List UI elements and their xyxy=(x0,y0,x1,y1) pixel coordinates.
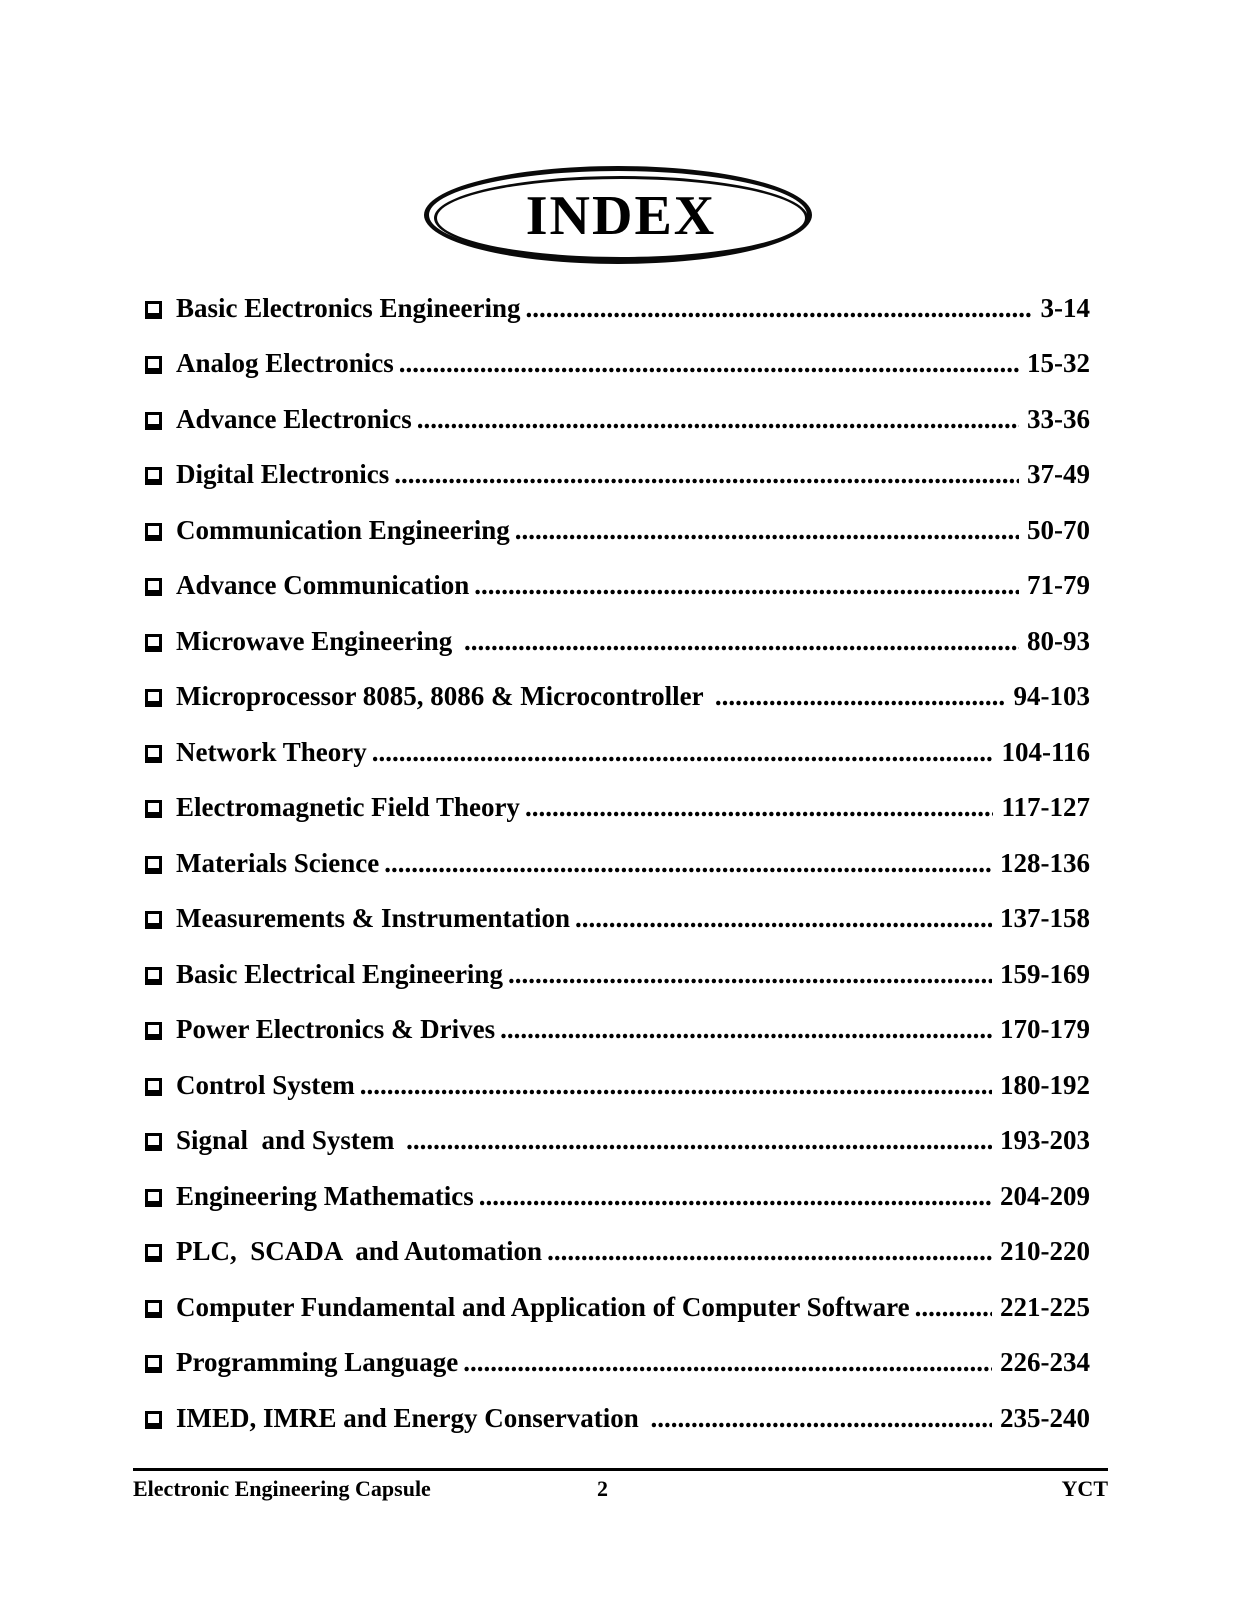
toc-entry xyxy=(145,557,1090,613)
ballot-box-bullet-icon xyxy=(145,356,162,374)
footer-page-number: 2 xyxy=(597,1476,608,1501)
dotted-leader xyxy=(515,517,1019,544)
ballot-box-bullet-icon xyxy=(145,412,162,430)
toc-entry xyxy=(145,1334,1090,1390)
ballot-box-bullet-icon xyxy=(145,1244,162,1262)
ballot-box-bullet-icon xyxy=(145,301,162,319)
toc-entry-pages: 3-14 xyxy=(1040,292,1090,323)
dotted-leader xyxy=(547,1238,992,1265)
dotted-leader xyxy=(417,406,1019,433)
dotted-leader xyxy=(406,1127,992,1154)
toc-entry-label: Electromagnetic Field Theory xyxy=(176,792,520,822)
dotted-leader xyxy=(715,683,1006,710)
toc-entry-pages: 226-234 xyxy=(1000,1347,1090,1377)
toc-entry xyxy=(145,1056,1090,1112)
dotted-leader xyxy=(526,295,1033,322)
dotted-leader xyxy=(508,961,992,988)
toc-entry-pages: 104-116 xyxy=(1001,736,1090,767)
toc-entry-pages: 15-32 xyxy=(1027,348,1090,378)
toc-entry-pages: 180-192 xyxy=(1000,1069,1090,1100)
toc-entry xyxy=(145,945,1090,1001)
ballot-box-bullet-icon xyxy=(145,911,162,929)
dotted-leader xyxy=(394,461,1019,488)
toc-entry-pages: 117-127 xyxy=(1001,792,1090,822)
toc-entry-label: Power Electronics & Drives xyxy=(176,1014,496,1044)
ballot-box-bullet-icon xyxy=(145,523,162,541)
toc-entry-label: Programming Language xyxy=(176,1347,459,1377)
dotted-leader xyxy=(399,350,1019,377)
toc-entry-label: Communication Engineering xyxy=(176,514,510,545)
dotted-leader xyxy=(525,794,994,821)
dotted-leader xyxy=(479,1183,992,1210)
page-footer xyxy=(133,1468,1108,1501)
ballot-box-bullet-icon xyxy=(145,1411,162,1429)
ballot-box-bullet-icon xyxy=(145,634,162,652)
toc-entry-label: Engineering Mathematics xyxy=(176,1180,474,1211)
toc-entry xyxy=(145,390,1090,446)
dotted-leader xyxy=(915,1294,992,1321)
ballot-box-bullet-icon xyxy=(145,1355,162,1373)
toc-entry-pages: 221-225 xyxy=(1000,1291,1090,1322)
toc-entry xyxy=(145,612,1090,668)
dotted-leader xyxy=(474,572,1019,599)
toc-entry xyxy=(145,1167,1090,1223)
toc-entry-pages: 170-179 xyxy=(1000,1014,1090,1044)
toc-entry-label: Computer Fundamental and Application of Computer Software xyxy=(176,1291,910,1322)
toc-entry-pages: 193-203 xyxy=(1000,1125,1090,1155)
toc-entry-label: Control System xyxy=(176,1069,355,1100)
ballot-box-bullet-icon xyxy=(145,1189,162,1207)
toc-entry-pages: 137-158 xyxy=(1000,903,1090,933)
toc-entry xyxy=(145,335,1090,391)
toc-entry xyxy=(145,1278,1090,1334)
toc-entry-pages: 94-103 xyxy=(1013,681,1090,711)
toc-entry-label: Basic Electrical Engineering xyxy=(176,958,503,989)
toc-entry-pages: 80-93 xyxy=(1027,625,1090,656)
dotted-leader xyxy=(372,739,994,766)
toc-entry xyxy=(145,501,1090,557)
toc-entry-pages: 235-240 xyxy=(1000,1402,1090,1433)
ballot-box-bullet-icon xyxy=(145,1133,162,1151)
toc-entry xyxy=(145,1112,1090,1168)
toc-entry-label: Analog Electronics xyxy=(176,348,394,378)
toc-entry-label: Advance Electronics xyxy=(176,403,412,434)
toc-entry-pages: 71-79 xyxy=(1027,570,1090,600)
toc-entry-pages: 33-36 xyxy=(1027,403,1090,434)
toc-entry xyxy=(145,1223,1090,1279)
toc-entry xyxy=(145,279,1090,335)
toc-entry xyxy=(145,446,1090,502)
toc-entry-label: Microwave Engineering xyxy=(176,625,459,656)
ballot-box-bullet-icon xyxy=(145,745,162,763)
ballot-box-bullet-icon xyxy=(145,800,162,818)
ballot-box-bullet-icon xyxy=(145,1078,162,1096)
ballot-box-bullet-icon xyxy=(145,856,162,874)
toc-entry xyxy=(145,1001,1090,1057)
index-title-oval xyxy=(424,166,812,264)
dotted-leader xyxy=(651,1405,992,1432)
toc-entry-label: IMED, IMRE and Energy Conservation xyxy=(176,1402,646,1433)
toc-entry xyxy=(145,779,1090,835)
toc-entry-label: Digital Electronics xyxy=(176,459,390,489)
dotted-leader xyxy=(464,628,1019,655)
toc-entry xyxy=(145,1389,1090,1445)
toc-entry-label: Advance Communication xyxy=(176,570,470,600)
table-of-contents xyxy=(145,279,1090,1445)
toc-entry-pages: 37-49 xyxy=(1027,459,1090,489)
dotted-leader xyxy=(575,905,992,932)
toc-entry-label: Network Theory xyxy=(176,736,367,767)
toc-entry-pages: 50-70 xyxy=(1027,514,1090,545)
toc-entry xyxy=(145,890,1090,946)
toc-entry xyxy=(145,723,1090,779)
dotted-leader xyxy=(360,1072,992,1099)
toc-entry-label: Materials Science xyxy=(176,847,380,878)
dotted-leader xyxy=(500,1016,992,1043)
footer-book-title: Electronic Engineering Capsule xyxy=(133,1476,431,1501)
toc-entry-label: Signal and System xyxy=(176,1125,402,1155)
dotted-leader xyxy=(463,1349,992,1376)
toc-entry-label: Microprocessor 8085, 8086 & Microcontroller xyxy=(176,681,710,711)
ballot-box-bullet-icon xyxy=(145,578,162,596)
toc-entry-label: Measurements & Instrumentation xyxy=(176,903,570,933)
toc-entry xyxy=(145,834,1090,890)
toc-entry-pages: 159-169 xyxy=(1000,958,1090,989)
toc-entry-pages: 204-209 xyxy=(1000,1180,1090,1211)
ballot-box-bullet-icon xyxy=(145,467,162,485)
ballot-box-bullet-icon xyxy=(145,689,162,707)
toc-entry xyxy=(145,668,1090,724)
toc-entry-label: Basic Electronics Engineering xyxy=(176,292,521,323)
ballot-box-bullet-icon xyxy=(145,967,162,985)
index-title-oval-inner xyxy=(434,176,808,260)
page-title: INDEX xyxy=(525,185,717,247)
footer-publisher: YCT xyxy=(1061,1476,1108,1501)
dotted-leader xyxy=(384,850,992,877)
ballot-box-bullet-icon xyxy=(145,1300,162,1318)
toc-entry-pages: 210-220 xyxy=(1000,1236,1090,1266)
ballot-box-bullet-icon xyxy=(145,1022,162,1040)
toc-entry-pages: 128-136 xyxy=(1000,847,1090,878)
toc-entry-label: PLC, SCADA and Automation xyxy=(176,1236,543,1266)
